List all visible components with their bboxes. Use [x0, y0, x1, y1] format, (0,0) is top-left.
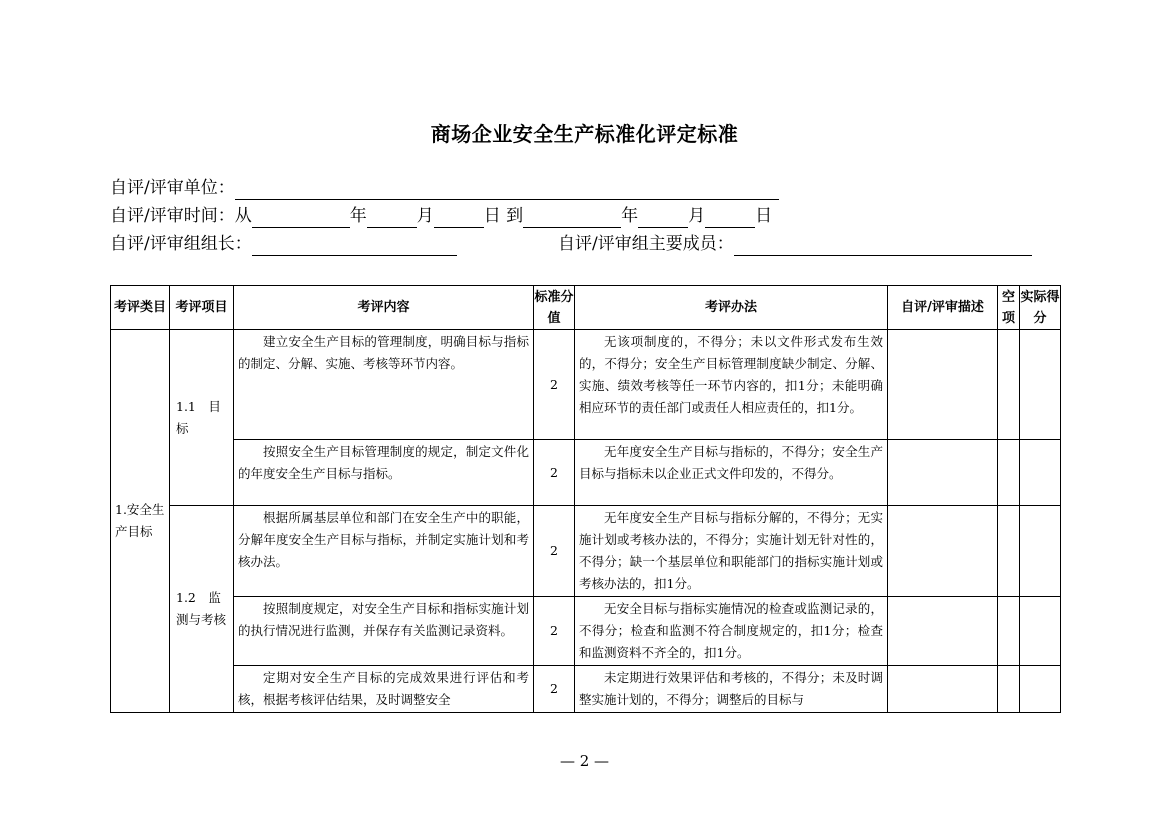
table-row [111, 440, 1061, 506]
year-label-2: 年 [621, 206, 639, 226]
content-text: 定期对安全生产目标的完成效果进行评估和考核，根据考核评估结果，及时调整安全 [238, 670, 529, 707]
header-desc: 自评/评审描述 [888, 286, 998, 330]
header-score: 标准分值 [534, 286, 575, 330]
score-cell: 2 [534, 330, 575, 440]
header-item: 考评项目 [170, 286, 234, 330]
method-cell: 无年度安全生产目标与指标分解的，不得分；无实施计划或考核办法的，不得分；实施计划无针对性的，不得分；缺一个基层单位和职能部门的指标实施计划或考核办法的，扣1分。 [575, 506, 888, 597]
members-blank [734, 235, 1032, 256]
empty-cell[interactable] [998, 597, 1020, 666]
category-cell: 1.安全生产目标 [111, 330, 170, 713]
time-line [110, 204, 772, 228]
method-cell [575, 666, 888, 713]
desc-cell[interactable] [888, 666, 998, 713]
header-empty: 空项 [998, 286, 1020, 330]
day-label-2: 日 [755, 206, 773, 226]
table-row [111, 330, 1061, 440]
content-cell: 按照安全生产目标管理制度的规定，制定文件化的年度安全生产目标与指标。 [234, 440, 534, 506]
empty-cell[interactable] [998, 440, 1020, 506]
method-cell: 无年度安全生产目标与指标的，不得分；安全生产目标与指标未以企业正式文件印发的，不得分。 [575, 440, 888, 506]
header-category: 考评类目 [111, 286, 170, 330]
month-label-2: 月 [688, 206, 706, 226]
content-cell [234, 666, 534, 713]
page-number: — 2 — [559, 752, 610, 770]
empty-cell[interactable] [998, 330, 1020, 440]
year-label: 年 [349, 206, 367, 226]
table-header-row [111, 286, 1061, 330]
to-year-blank [523, 207, 621, 228]
page-title: 商场企业安全生产标准化评定标准 [430, 122, 739, 146]
header-actual: 实际得分 [1020, 286, 1061, 330]
members-label: 自评/评审组主要成员： [558, 234, 734, 254]
item-cell-1-1: 1.1 目标 [170, 330, 234, 506]
to-month-blank [638, 207, 688, 228]
unit-line [110, 176, 779, 200]
desc-cell[interactable] [888, 597, 998, 666]
item-cell-1-2: 1.2 监测与考核 [170, 506, 234, 713]
table-row [111, 666, 1061, 713]
unit-blank [235, 179, 779, 200]
actual-cell[interactable] [1020, 597, 1061, 666]
table-row [111, 506, 1061, 597]
content-cell: 建立安全生产目标的管理制度，明确目标与指标的制定、分解、实施、考核等环节内容。 [234, 330, 534, 440]
from-year-blank [252, 207, 350, 228]
desc-cell[interactable] [888, 506, 998, 597]
actual-cell[interactable] [1020, 330, 1061, 440]
actual-cell[interactable] [1020, 506, 1061, 597]
actual-cell[interactable] [1020, 666, 1061, 713]
desc-cell[interactable] [888, 440, 998, 506]
unit-label: 自评/评审单位： [110, 178, 235, 198]
to-day-blank [705, 207, 755, 228]
score-cell: 2 [534, 597, 575, 666]
to-label: 到 [506, 206, 524, 226]
content-cell: 根据所属基层单位和部门在安全生产中的职能，分解年度安全生产目标与指标，并制定实施计划和考核办法。 [234, 506, 534, 597]
method-cell: 无安全目标与指标实施情况的检查或监测记录的，不得分；检查和监测不符合制度规定的，扣1分；检查和监测资料不齐全的，扣1分。 [575, 597, 888, 666]
leader-label: 自评/评审组组长： [110, 234, 252, 254]
day-label: 日 [483, 206, 501, 226]
header-method: 考评办法 [575, 286, 888, 330]
desc-cell[interactable] [888, 330, 998, 440]
content-cell: 按照制度规定，对安全生产目标和指标实施计划的执行情况进行监测，并保存有关监测记录资料。 [234, 597, 534, 666]
score-cell: 2 [534, 666, 575, 713]
score-cell: 2 [534, 440, 575, 506]
leader-blank [252, 235, 457, 256]
from-month-blank [367, 207, 417, 228]
actual-cell[interactable] [1020, 440, 1061, 506]
empty-cell[interactable] [998, 506, 1020, 597]
month-label: 月 [416, 206, 434, 226]
empty-cell[interactable] [998, 666, 1020, 713]
evaluation-table [110, 285, 1061, 713]
from-day-blank [434, 207, 484, 228]
method-text: 未定期进行效果评估和考核的，不得分；未及时调整实施计划的，不得分；调整后的目标与 [579, 670, 883, 707]
time-label: 自评/评审时间：从 [110, 206, 252, 226]
members-line [558, 232, 1032, 256]
leader-line [110, 232, 457, 256]
method-cell: 无该项制度的，不得分；未以文件形式发布生效的，不得分；安全生产目标管理制度缺少制定、分解、实施、绩效考核等任一环节内容的，扣1分；未能明确相应环节的责任部门或责任人相应责任的，扣1分。 [575, 330, 888, 440]
score-cell: 2 [534, 506, 575, 597]
table-row [111, 597, 1061, 666]
header-content: 考评内容 [234, 286, 534, 330]
